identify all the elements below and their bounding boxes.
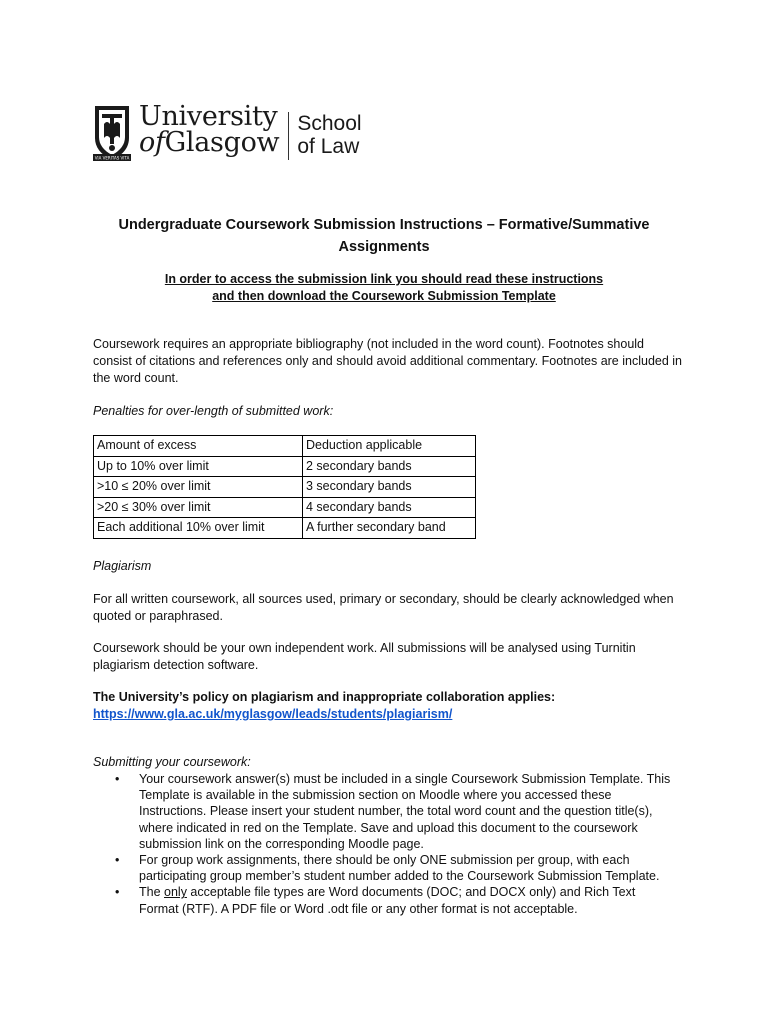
table-cell: Each additional 10% over limit <box>94 518 303 539</box>
plagiarism-paragraph-2: Coursework should be your own independent work. All submissions will be analysed using Turnitin plagiarism detection software. <box>93 641 636 672</box>
penalties-table <box>93 435 476 539</box>
plagiarism-policy-link[interactable]: https://www.gla.ac.uk/myglasgow/leads/students/plagiarism/ <box>93 707 453 721</box>
policy-link-line <box>93 706 683 723</box>
subtitle-line2: and then download the Coursework Submission Template <box>212 289 556 303</box>
list-item-text: For group work assignments, there should be only ONE submission per group, with each participating group member’s student number added to the Coursework Submission Template. <box>139 853 660 884</box>
document-subtitle <box>93 271 675 305</box>
table-row <box>94 518 476 539</box>
table-header-row <box>94 436 476 457</box>
table-cell: >20 ≤ 30% over limit <box>94 497 303 518</box>
university-name-line1: University <box>139 101 278 132</box>
bullet-glyph: • <box>115 772 120 786</box>
submitting-heading: Submitting your coursework: <box>93 755 251 769</box>
table-cell: 3 secondary bands <box>303 477 476 498</box>
university-name-line2: ofGlasgow <box>139 127 280 158</box>
bullet-glyph: • <box>115 853 120 868</box>
submission-bullet-list <box>93 771 673 917</box>
bullet-glyph: • <box>115 885 120 900</box>
university-logo <box>93 101 362 166</box>
school-name-line1: School <box>297 112 362 135</box>
list-item-text: Your coursework answer(s) must be included in a single Coursework Submission Template. This Template is available in the submission section on Moodle where you accessed these Instructions. Please insert your student number, the total word count and the question title(s), where indicated in red on the Template. Save and upload this document to the coursework submission link on the corresponding Moodle page. <box>139 772 671 851</box>
list-item <box>93 771 673 852</box>
university-name <box>139 101 280 158</box>
table-header-cell: Deduction applicable <box>303 436 476 457</box>
table-cell: Up to 10% over limit <box>94 456 303 477</box>
school-name <box>297 112 361 158</box>
penalties-heading: Penalties for over-length of submitted work: <box>93 404 334 418</box>
list-item <box>93 852 673 884</box>
table-header-cell: Amount of excess <box>94 436 303 457</box>
list-item <box>93 884 673 916</box>
subtitle-line1: In order to access the submission link you should read these instructions <box>164 272 604 286</box>
university-crest-icon <box>93 104 131 162</box>
table-row <box>94 477 476 498</box>
table-cell: 4 secondary bands <box>303 497 476 518</box>
logo-divider <box>288 112 289 160</box>
intro-paragraph: Coursework requires an appropriate bibliography (not included in the word count). Footnotes should consist of citations and references only and should avoid additional commentary. Footnotes are included in the word count. <box>93 337 683 385</box>
list-item-text-pre: The <box>139 885 165 900</box>
plagiarism-paragraph-1: For all written coursework, all sources used, primary or secondary, should be clearly acknowledged when quoted or paraphrased. <box>93 592 674 623</box>
list-item-text-post: acceptable file types are Word documents (DOC; and DOCX only) and Rich Text Format (RTF). A PDF file or Word .odt file or any other format is not acceptable. <box>139 885 636 916</box>
table-row <box>94 456 476 477</box>
underlined-only: only <box>164 885 187 900</box>
document-title: Undergraduate Coursework Submission Instructions – Formative/Summative Assignments <box>118 217 650 255</box>
crest-motto: VIA VERITAS VITA <box>94 155 130 161</box>
table-row <box>94 497 476 518</box>
table-cell: >10 ≤ 20% over limit <box>94 477 303 498</box>
table-cell: 2 secondary bands <box>303 456 476 477</box>
plagiarism-heading: Plagiarism <box>93 559 152 573</box>
school-name-line2: of Law <box>297 135 360 158</box>
policy-text: The University’s policy on plagiarism and inappropriate collaboration applies: <box>93 690 556 704</box>
table-cell: A further secondary band <box>303 518 476 539</box>
